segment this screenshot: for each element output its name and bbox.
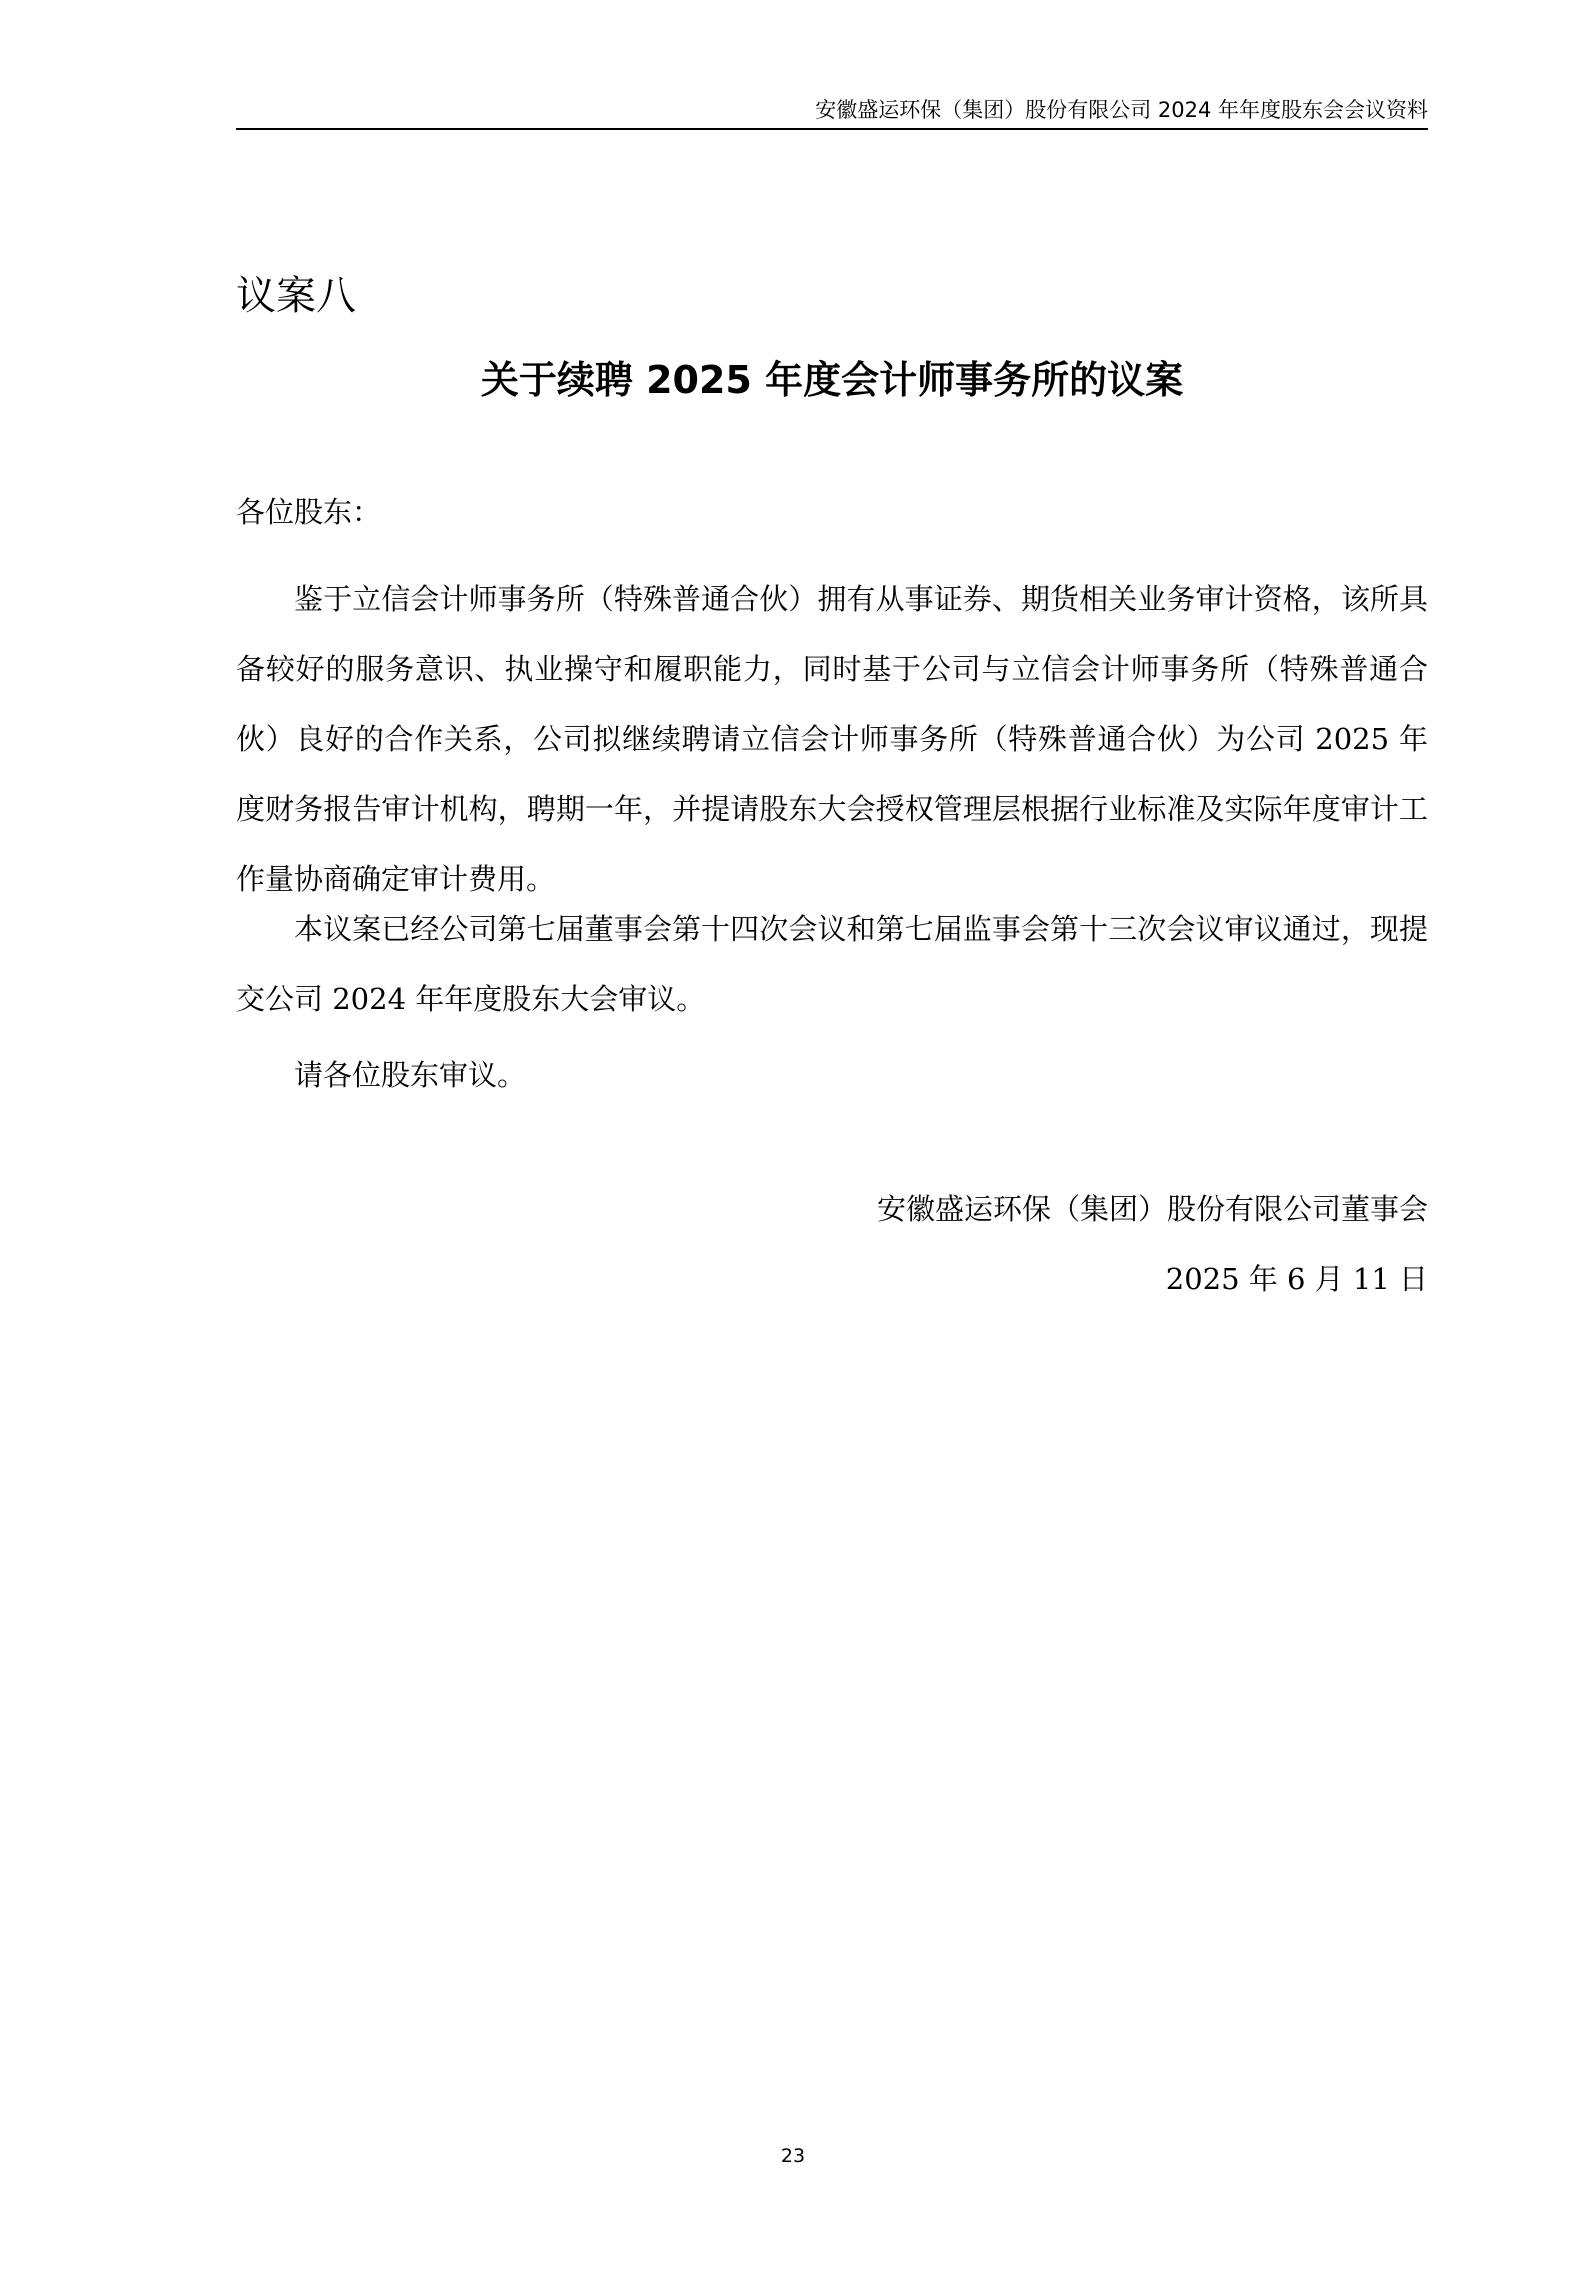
header-divider <box>236 128 1428 130</box>
body-paragraph: 本议案已经公司第七届董事会第十四次会议和第七届监事会第十三次会议审议通过，现提交公司 2024 年年度股东大会审议。 <box>236 912 1428 1016</box>
page-number: 23 <box>780 2145 806 2167</box>
signature-date: 2025 年 6 月 11 日 <box>1165 1262 1428 1296</box>
running-header-title: 安徽盛运环保（集团）股份有限公司 2024 年年度股东会会议资料 <box>815 98 1428 122</box>
body-paragraph: 鉴于立信会计师事务所（特殊普通合伙）拥有从事证券、期货相关业务审计资格，该所具备较好的服务意识、执业操守和履职能力，同时基于公司与立信会计师事务所（特殊普通合伙）良好的合作关系，公司拟继续聘请立信会计师事务所（特殊普通合伙）为公司 2025 年度财务报告审计机构，聘期一年，并提请股东大会授权管理层根据行业标准及实际年度审计工作量协商确定审计费用。 <box>236 582 1428 896</box>
signature-issuer: 安徽盛运环保（集团）股份有限公司董事会 <box>876 1192 1428 1226</box>
signature-block <box>877 1174 1428 1314</box>
proposal-title: 关于续聘 2025 年度会计师事务所的议案 <box>480 358 1184 402</box>
salutation: 各位股东： <box>236 495 382 529</box>
proposal-number: 议案八 <box>236 273 356 319</box>
body-paragraph: 请各位股东审议。 <box>294 1058 527 1092</box>
